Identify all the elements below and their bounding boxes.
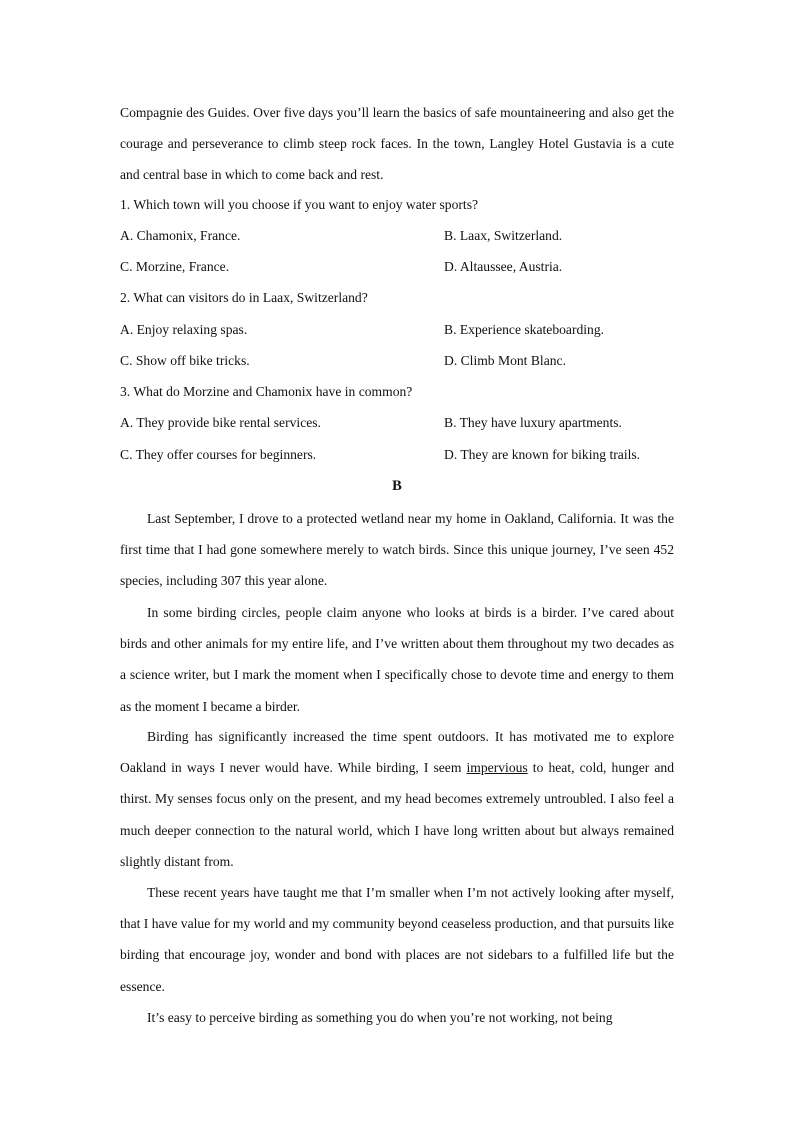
- question-1-option-d: D. Altaussee, Austria.: [444, 259, 563, 274]
- section-b-paragraph-5: It’s easy to perceive birding as something you do when you’re not working, not being: [147, 1010, 613, 1025]
- question-3-option-d: D. They are known for biking trails.: [444, 447, 641, 462]
- question-2-option-d: D. Climb Mont Blanc.: [444, 353, 566, 368]
- question-2-stem: 2. What can visitors do in Laax, Switzerland?: [120, 290, 368, 305]
- paragraph-3-text-after: to heat, cold, hunger and thirst. My senses focus only on the present, and my head becomes extremely untroubled. I also feel a much deeper connection to the natural world, which I have long written about but always remained slightly distant from.: [120, 760, 674, 869]
- question-1-option-c: C. Morzine, France.: [120, 259, 230, 274]
- paragraph-3-text-before: Birding has significantly increased the time spent outdoors. It has motivated me to explore Oakland in ways I never would have. While birding, I seem: [120, 729, 674, 776]
- question-3-option-c: C. They offer courses for beginners.: [120, 447, 317, 462]
- question-2-option-b: B. Experience skateboarding.: [444, 322, 605, 337]
- question-1-option-a: A. Chamonix, France.: [120, 228, 241, 243]
- section-b-paragraph-4: These recent years have taught me that I’m smaller when I’m not actively looking after myself, that I have value for my world and my community beyond ceaseless production, and that pursuits like birding that encourage joy, wonder and bond with places are not sidebars to a fulfilled life but the essence.: [120, 885, 674, 994]
- question-3-option-a: A. They provide bike rental services.: [120, 415, 321, 430]
- question-1-option-b: B. Laax, Switzerland.: [444, 228, 563, 243]
- question-2-option-a: A. Enjoy relaxing spas.: [120, 322, 248, 337]
- question-1-stem: 1. Which town will you choose if you want to enjoy water sports?: [120, 197, 479, 212]
- underlined-word: impervious: [466, 760, 528, 776]
- intro-paragraph: Compagnie des Guides. Over five days you’ll learn the basics of safe mountaineering and also get the courage and perseverance to climb steep rock faces. In the town, Langley Hotel Gustavia is a cute and central base in which to come back and rest.: [120, 105, 674, 183]
- question-3-option-b: B. They have luxury apartments.: [444, 415, 622, 430]
- section-b-paragraph-2: In some birding circles, people claim anyone who looks at birds is a birder. I’ve cared about birds and other animals for my entire life, and I’ve written about them throughout my two decades as a science writer, but I mark the moment when I specifically chose to devote time and energy to them as the moment I became a birder.: [120, 605, 674, 714]
- section-b-heading: B: [392, 478, 402, 494]
- section-b-paragraph-1: Last September, I drove to a protected wetland near my home in Oakland, California. It was the first time that I had gone somewhere merely to watch birds. Since this unique journey, I’ve seen 452 species, including 307 this year alone.: [120, 511, 674, 589]
- section-b-paragraph-3: [120, 721, 674, 877]
- question-2-option-c: C. Show off bike tricks.: [120, 353, 250, 368]
- question-3-stem: 3. What do Morzine and Chamonix have in common?: [120, 384, 413, 399]
